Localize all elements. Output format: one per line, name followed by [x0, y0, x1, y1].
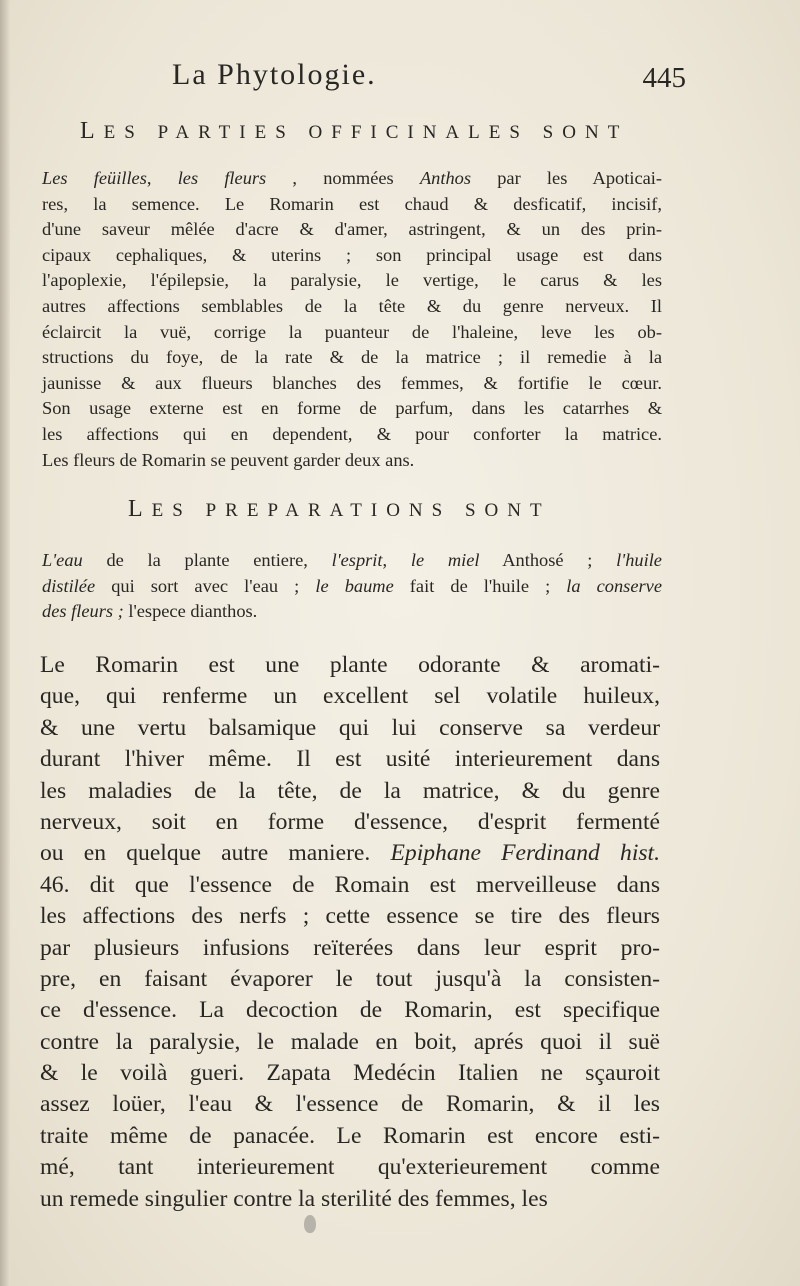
text-line [40, 995, 660, 1026]
officinal-parts-paragraph [42, 166, 662, 473]
text-line [42, 268, 662, 294]
text-segment: fait de l'huile ; [393, 575, 567, 596]
page-ornament [304, 1215, 316, 1233]
text-line [42, 294, 662, 320]
text-line [42, 166, 662, 192]
text-line [40, 1027, 660, 1058]
text-segment: de la plante entiere, [82, 550, 332, 570]
italic-term: Epiphane Ferdinand hist. [390, 840, 661, 867]
text-segment: d'une saveur mêlée d'acre & d'amer, astringent, & un des prin- [42, 219, 662, 240]
italic-term: le baume [315, 575, 394, 596]
text-segment: 46. dit que l'essence de Romain est merveilleuse dans [40, 871, 660, 898]
text-segment: cipaux cephaliques, & uterins ; son principal usage est dans [42, 244, 662, 265]
text-segment: , nommées [266, 168, 420, 188]
text-segment: traite même de panacée. Le Romarin est encore esti- [40, 1122, 660, 1149]
text-line [42, 422, 662, 448]
page-number: 445 [642, 62, 686, 94]
text-line [42, 548, 662, 574]
italic-term: L'eau [42, 550, 83, 570]
text-segment: les affections des nerfs ; cette essence se tire des fleurs [40, 903, 660, 930]
heading-initial: L [80, 118, 104, 144]
text-segment: l'espece dianthos. [128, 601, 258, 622]
text-line [42, 396, 662, 422]
text-line [40, 901, 660, 932]
italic-term: Anthos [419, 168, 472, 188]
text-line [42, 243, 662, 269]
text-line [40, 838, 660, 869]
section-heading-officinales [80, 118, 628, 145]
text-segment: par les Apoticai- [471, 168, 663, 188]
text-segment: contre la paralysie, le malade en boit, aprés quoi il suë [40, 1028, 660, 1055]
text-line [42, 448, 662, 474]
text-line [40, 870, 660, 901]
page-gutter-shadow [0, 0, 10, 1286]
text-line [40, 807, 660, 838]
text-line [40, 681, 660, 712]
text-line [40, 1121, 660, 1152]
text-segment: Anthosé ; [479, 550, 617, 570]
italic-term: le miel [410, 550, 480, 570]
text-segment: éclaircit la vuë, corrige la puanteur de l'haleine, leve les ob- [42, 321, 662, 342]
text-line [42, 599, 662, 625]
text-segment: , [146, 168, 178, 188]
text-line [40, 713, 660, 744]
heading-text: ES PARTIES OFFICINALES SONT [103, 122, 629, 143]
running-title: La Phytologie. [172, 58, 377, 91]
section-heading-preparations [128, 496, 551, 523]
text-segment: assez loüer, l'eau & l'essence de Romarin, & il les [40, 1091, 660, 1118]
text-segment: pre, en faisant évaporer le tout jusqu'à la consisten- [40, 965, 660, 992]
main-body-paragraph [40, 650, 660, 1215]
italic-term: les fleurs [177, 168, 267, 188]
text-segment: qui sort avec l'eau ; [95, 575, 316, 596]
text-segment: Les fleurs de Romarin se peuvent garder deux ans. [42, 449, 415, 470]
text-segment: durant l'hiver même. Il est usité interieurement dans [40, 746, 660, 773]
text-segment: & le voilà gueri. Zapata Medécin Italien ne sçauroit [40, 1060, 660, 1087]
text-line [40, 933, 660, 964]
text-segment: ou en quelque autre maniere. [40, 840, 391, 867]
text-line [40, 744, 660, 775]
text-segment: un remede singulier contre la sterilité des femmes, les [40, 1185, 548, 1212]
italic-term: des fleurs ; [42, 601, 129, 622]
text-segment: que, qui renferme un excellent sel volatile huileux, [40, 683, 660, 710]
text-segment: nerveux, soit en forme d'essence, d'esprit fermenté [40, 808, 660, 835]
heading-text: ES PREPARATIONS SONT [151, 500, 551, 521]
italic-term: la conserve [566, 575, 662, 596]
text-segment: l'apoplexie, l'épilepsie, la paralysie, le vertige, le carus & les [42, 270, 662, 291]
text-line [42, 217, 662, 243]
italic-term: l'esprit [331, 550, 383, 570]
text-segment: les affections qui en dependent, & pour conforter la matrice. [42, 423, 662, 444]
text-line [42, 320, 662, 346]
italic-term: l'huile [616, 550, 662, 570]
preparations-paragraph [42, 548, 662, 625]
text-line [40, 1089, 660, 1120]
text-segment: , [382, 550, 411, 570]
text-segment: structions du foye, de la rate & de la matrice ; il remedie à la [42, 347, 662, 368]
text-line [42, 371, 662, 397]
text-segment: par plusieurs infusions reïterées dans leur esprit pro- [40, 934, 660, 961]
text-line [42, 345, 662, 371]
text-segment: Son usage externe est en forme de parfum, dans les catarrhes & [42, 398, 662, 419]
text-segment: jaunisse & aux flueurs blanches des femmes, & fortifie le cœur. [42, 372, 662, 393]
text-segment: ce d'essence. La decoction de Romarin, est specifique [40, 997, 660, 1024]
text-line [40, 1184, 660, 1215]
text-line [42, 192, 662, 218]
italic-term: Les feüilles [42, 168, 147, 188]
text-segment: Le Romarin est une plante odorante & aromati- [40, 652, 660, 678]
italic-term: distilée [42, 575, 96, 596]
page-header [172, 58, 692, 98]
text-segment: autres affections semblables de la tête & du genre nerveux. Il [42, 295, 662, 316]
text-line [40, 650, 660, 681]
text-line [40, 964, 660, 995]
heading-initial: L [128, 496, 152, 522]
text-line [42, 574, 662, 600]
text-segment: & une vertu balsamique qui lui conserve sa verdeur [40, 714, 660, 741]
text-segment: les maladies de la tête, de la matrice, & du genre [40, 777, 660, 804]
text-line [40, 1152, 660, 1183]
text-line [40, 776, 660, 807]
text-segment: mé, tant interieurement qu'exterieurement comme [40, 1154, 660, 1181]
text-segment: res, la semence. Le Romarin est chaud & desficatif, incisif, [42, 193, 662, 214]
text-line [40, 1058, 660, 1089]
